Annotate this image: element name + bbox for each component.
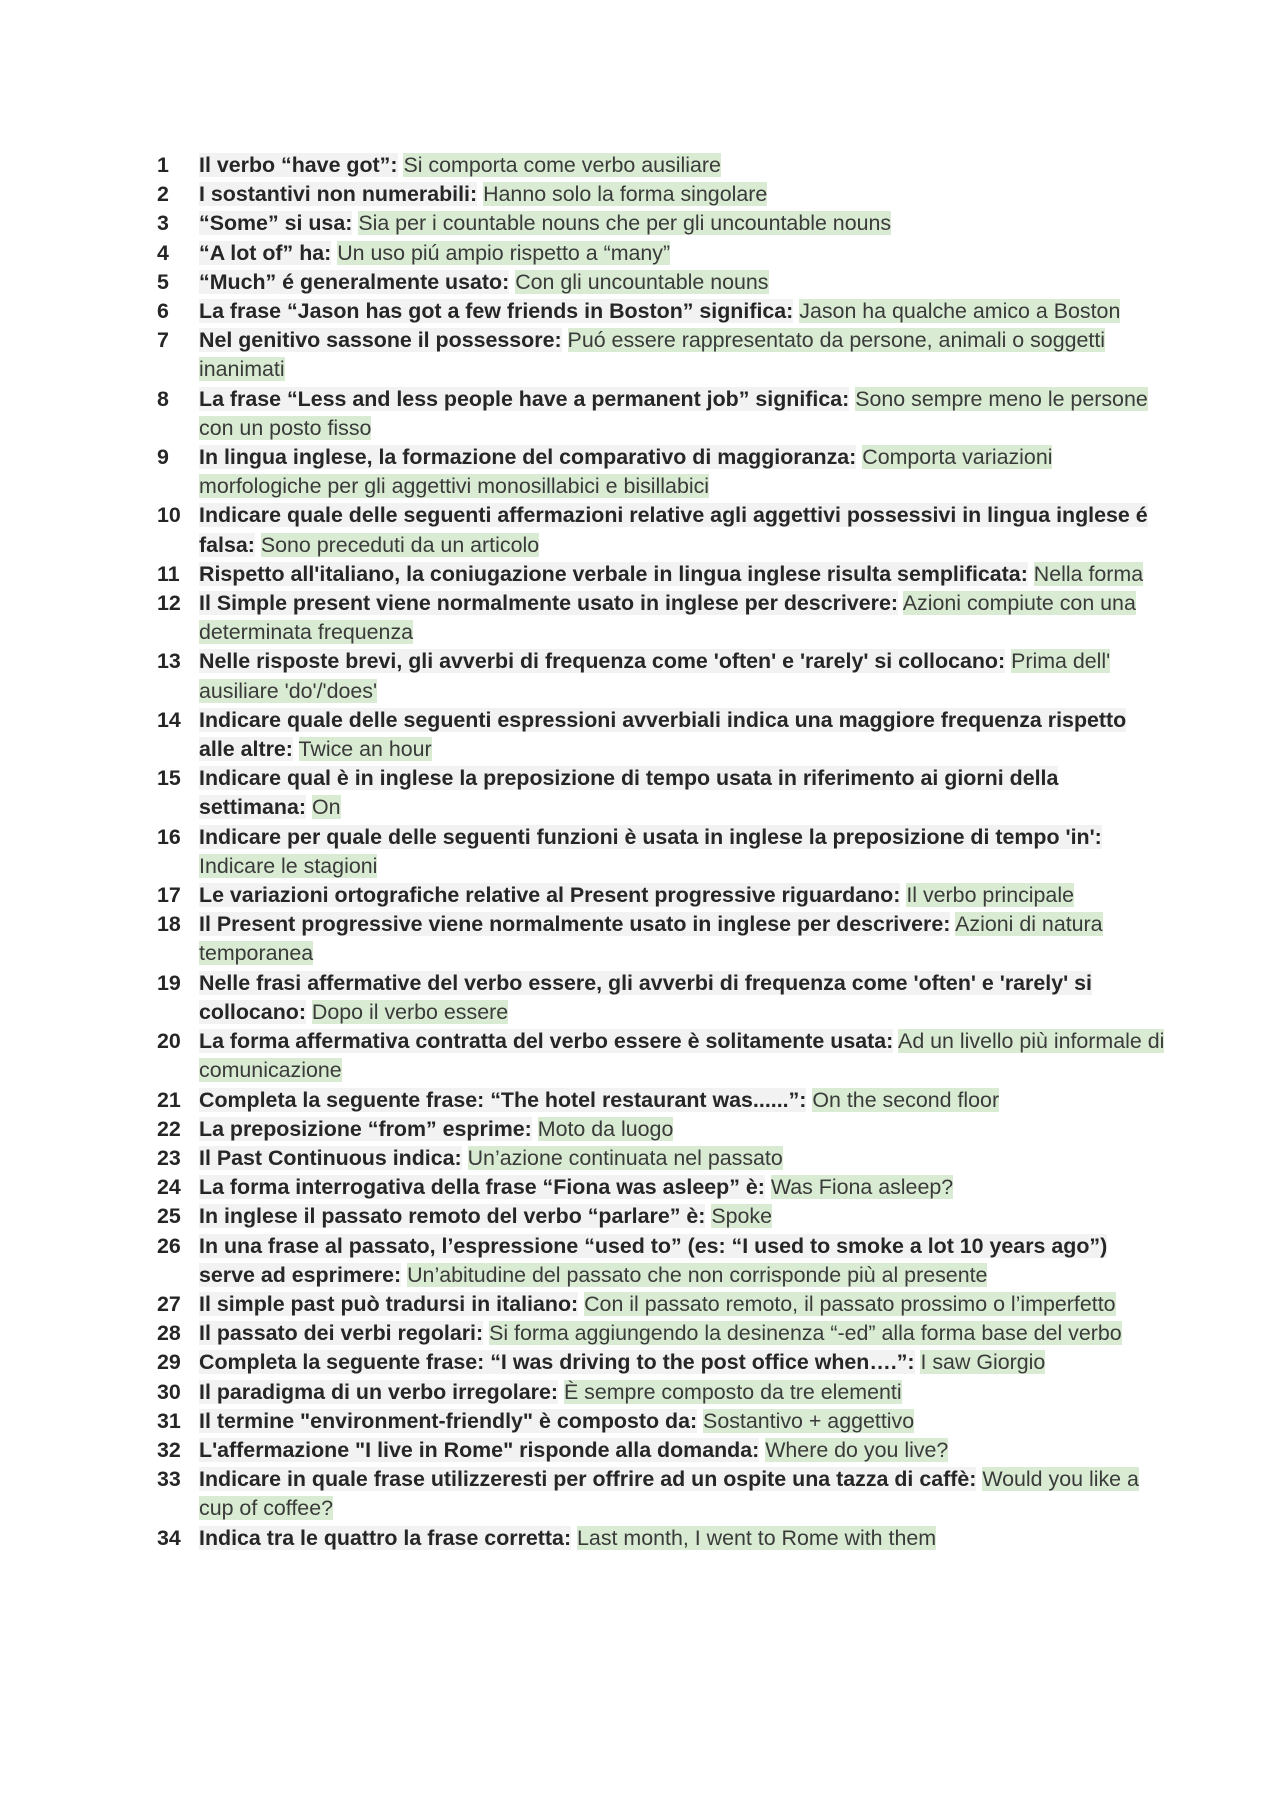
question-text: In lingua inglese, la formazione del comparativo di maggioranza: <box>199 445 857 470</box>
question-text: Indicare per quale delle seguenti funzioni è usata in inglese la preposizione di tempo 'in': <box>199 824 1102 849</box>
item-number: 14 <box>157 707 181 732</box>
answer-text: On the second floor <box>812 1087 1000 1112</box>
answer-text: Con gli uncountable nouns <box>515 269 769 294</box>
item-number: 32 <box>157 1437 181 1462</box>
question-text: Il termine "environment-friendly" è composto da: <box>199 1408 698 1433</box>
list-item <box>157 1348 1167 1377</box>
list-item <box>157 1436 1167 1465</box>
answer-text: Ad un livello più informale di comunicazione <box>199 1029 1165 1083</box>
question-text: “Much” é generalmente usato: <box>199 269 510 294</box>
answer-text: Comporta variazioni morfologiche per gli aggettivi monosillabici e bisillabici <box>199 445 1053 499</box>
item-number: 13 <box>157 649 181 674</box>
list-item <box>157 385 1167 443</box>
list-item <box>157 180 1167 209</box>
question-text: Le variazioni ortografiche relative al Present progressive riguardano: <box>199 883 901 908</box>
question-text: Il Simple present viene normalmente usato in inglese per descrivere: <box>199 591 899 616</box>
question-text: Il verbo “have got”: <box>199 153 398 177</box>
question-text: Completa la seguente frase: “I was driving to the post office when….”: <box>199 1350 915 1375</box>
list-item <box>157 969 1167 1027</box>
list-item <box>157 297 1167 326</box>
question-text: La forma affermativa contratta del verbo essere è solitamente usata: <box>199 1029 894 1054</box>
question-text: “Some” si usa: <box>199 211 353 236</box>
question-text: La forma interrogativa della frase “Fiona was asleep” è: <box>199 1175 765 1200</box>
item-number: 9 <box>157 445 169 470</box>
question-text: La preposizione “from” esprime: <box>199 1116 532 1141</box>
question-text: Il paradigma di un verbo irregolare: <box>199 1379 558 1404</box>
answer-text: Puó essere rappresentato da persone, animali o soggetti inanimati <box>199 328 1106 382</box>
item-number: 17 <box>157 883 181 908</box>
question-text: Rispetto all'italiano, la coniugazione verbale in lingua inglese risulta semplificata: <box>199 561 1028 586</box>
question-text: In una frase al passato, l’espressione “used to” (es: “I used to smoke a lot 10 years ago”) serve ad esprimere: <box>199 1233 1108 1287</box>
item-number: 25 <box>157 1204 181 1229</box>
item-number: 34 <box>157 1525 181 1550</box>
item-number: 28 <box>157 1321 181 1346</box>
item-number: 7 <box>157 328 169 353</box>
list-item <box>157 1115 1167 1144</box>
question-text: Il Past Continuous indica: <box>199 1145 462 1170</box>
list-item <box>157 647 1167 705</box>
question-text: Indica tra le quattro la frase corretta: <box>199 1525 572 1550</box>
item-number: 31 <box>157 1408 181 1433</box>
answer-text: Azioni di natura temporanea <box>199 912 1103 966</box>
question-text: Nelle frasi affermative del verbo essere, gli avverbi di frequenza come 'often' e 'rarely' si collocano: <box>199 970 1092 1024</box>
item-number: 20 <box>157 1029 181 1054</box>
answer-text: I saw Giorgio <box>920 1350 1046 1375</box>
list-item <box>157 239 1167 268</box>
question-text: Nel genitivo sassone il possessore: <box>199 328 562 353</box>
question-text: Il simple past può tradursi in italiano: <box>199 1291 579 1316</box>
answer-text: Un’azione continuata nel passato <box>467 1145 783 1170</box>
question-text: La frase “Less and less people have a permanent job” significa: <box>199 386 850 411</box>
item-number: 26 <box>157 1233 181 1258</box>
answer-text: Where do you live? <box>765 1437 949 1462</box>
item-number: 10 <box>157 503 181 528</box>
list-item <box>157 910 1167 968</box>
answer-text: Would you like a cup of coffee? <box>199 1467 1139 1521</box>
answer-text: Last month, I went to Rome with them <box>577 1525 937 1550</box>
answer-text: Sia per i countable nouns che per gli uncountable nouns <box>358 211 892 236</box>
item-number: 4 <box>157 240 169 265</box>
item-number: 33 <box>157 1467 181 1492</box>
list-item <box>157 1027 1167 1085</box>
list-item <box>157 443 1167 501</box>
answer-text: Il verbo principale <box>906 883 1074 908</box>
question-text: Il passato dei verbi regolari: <box>199 1321 484 1346</box>
list-item <box>157 268 1167 297</box>
item-number: 12 <box>157 591 181 616</box>
answer-text: On <box>311 795 341 820</box>
item-number: 1 <box>157 153 169 177</box>
list-item <box>157 1086 1167 1115</box>
answer-text: Sono sempre meno le persone con un posto fisso <box>199 386 1148 440</box>
list-item <box>157 1144 1167 1173</box>
list-item <box>157 151 1167 180</box>
question-text: “A lot of” ha: <box>199 240 332 265</box>
list-item <box>157 881 1167 910</box>
item-number: 2 <box>157 182 169 207</box>
list-item <box>157 823 1167 881</box>
list-item <box>157 560 1167 589</box>
item-number: 29 <box>157 1350 181 1375</box>
item-number: 11 <box>157 561 180 586</box>
answer-text: Indicare le stagioni <box>199 853 378 878</box>
answer-text: Was Fiona asleep? <box>770 1175 954 1200</box>
list-item <box>157 1465 1167 1523</box>
question-text: Nelle risposte brevi, gli avverbi di frequenza come 'often' e 'rarely' si collocano: <box>199 649 1006 674</box>
answer-text: Sostantivo + aggettivo <box>703 1408 915 1433</box>
item-number: 23 <box>157 1145 181 1170</box>
list-item <box>157 1407 1167 1436</box>
list-item <box>157 764 1167 822</box>
item-number: 19 <box>157 970 181 995</box>
answer-text: Azioni compiute con una determinata frequenza <box>199 591 1136 645</box>
answer-text: Un’abitudine del passato che non corrisponde più al presente <box>407 1262 988 1287</box>
list-item <box>157 326 1167 384</box>
list-item <box>157 501 1167 559</box>
item-number: 15 <box>157 766 181 791</box>
question-text: Indicare in quale frase utilizzeresti per offrire ad un ospite una tazza di caffè: <box>199 1467 977 1492</box>
question-text: In inglese il passato remoto del verbo “parlare” è: <box>199 1204 706 1229</box>
list-item <box>157 1290 1167 1319</box>
list-item <box>157 706 1167 764</box>
item-number: 3 <box>157 211 169 236</box>
item-number: 27 <box>157 1291 181 1316</box>
item-number: 5 <box>157 269 169 294</box>
answer-text: Spoke <box>711 1204 773 1229</box>
question-text: Indicare quale delle seguenti affermazioni relative agli aggettivi possessivi in lingua inglese é falsa: <box>199 503 1148 557</box>
question-text: Indicare qual è in inglese la preposizione di tempo usata in riferimento ai giorni della settimana: <box>199 766 1059 820</box>
answer-text: Jason ha qualche amico a Boston <box>799 299 1121 324</box>
list-item <box>157 1202 1167 1231</box>
question-text: Il Present progressive viene normalmente usato in inglese per descrivere: <box>199 912 951 937</box>
question-text: Completa la seguente frase: “The hotel restaurant was......”: <box>199 1087 807 1112</box>
item-number: 6 <box>157 299 169 324</box>
answer-text: Moto da luogo <box>537 1116 674 1141</box>
question-text: La frase “Jason has got a few friends in Boston” significa: <box>199 299 794 324</box>
item-number: 22 <box>157 1116 181 1141</box>
answer-text: Con il passato remoto, il passato prossimo o l’imperfetto <box>584 1291 1116 1316</box>
list-item <box>157 1232 1167 1290</box>
item-number: 21 <box>157 1087 181 1112</box>
answer-text: Si forma aggiungendo la desinenza “-ed” alla forma base del verbo <box>489 1321 1122 1346</box>
answer-text: Prima dell' ausiliare 'do'/'does' <box>199 649 1111 703</box>
list-item <box>157 1524 1167 1553</box>
item-number: 30 <box>157 1379 181 1404</box>
list-item <box>157 1319 1167 1348</box>
list-item <box>157 589 1167 647</box>
answer-text: Hanno solo la forma singolare <box>483 182 768 207</box>
item-number: 18 <box>157 912 181 937</box>
answer-text: Un uso piú ampio rispetto a “many” <box>337 240 671 265</box>
answer-text: Dopo il verbo essere <box>311 999 509 1024</box>
answer-text: Twice an hour <box>298 737 432 762</box>
item-number: 8 <box>157 386 169 411</box>
question-text: Indicare quale delle seguenti espressioni avverbiali indica una maggiore frequenza rispetto alle altre: <box>199 707 1127 762</box>
answer-text: Nella forma <box>1033 561 1144 586</box>
list-item <box>157 209 1167 238</box>
item-number: 16 <box>157 824 181 849</box>
question-answer-list <box>157 151 1167 1553</box>
answer-text: Si comporta come verbo ausiliare <box>403 153 721 177</box>
answer-text: È sempre composto da tre elementi <box>563 1379 902 1404</box>
question-text: I sostantivi non numerabili: <box>199 182 478 207</box>
question-text: L'affermazione "I live in Rome" risponde alla domanda: <box>199 1437 760 1462</box>
answer-text: Sono preceduti da un articolo <box>260 532 540 557</box>
item-number: 24 <box>157 1175 181 1200</box>
list-item <box>157 1378 1167 1407</box>
list-item <box>157 1173 1167 1202</box>
